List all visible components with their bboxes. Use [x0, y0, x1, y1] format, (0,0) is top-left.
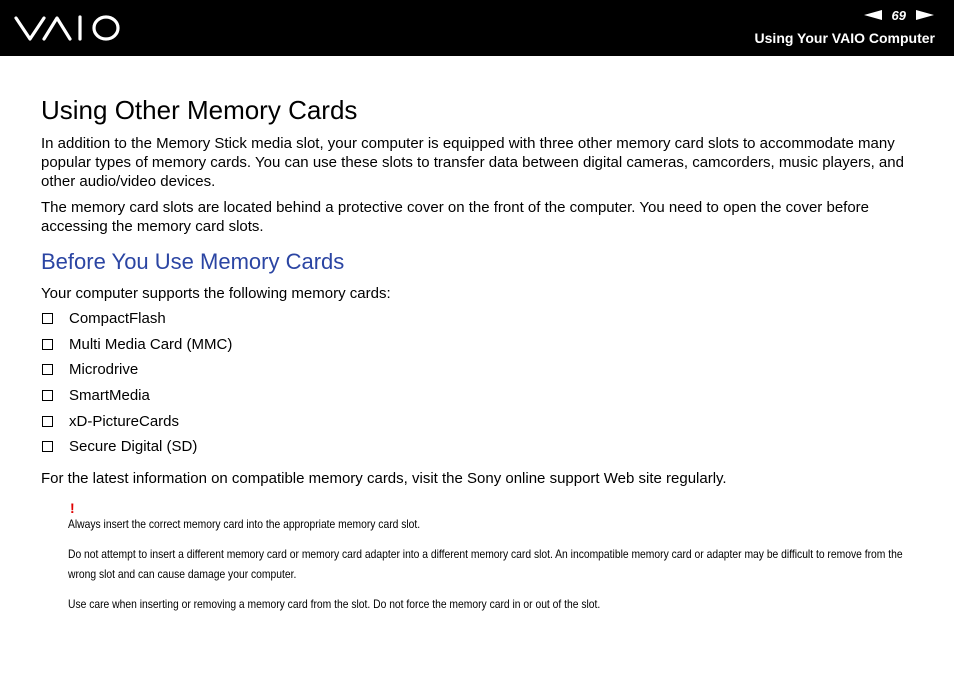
checkbox-bullet-icon [42, 441, 53, 452]
note-line: Always insert the correct memory card into the appropriate memory card slot. [68, 517, 421, 532]
caution-note [68, 502, 913, 614]
vaio-logo [14, 13, 122, 43]
memory-card-list [41, 309, 913, 463]
checkbox-bullet-icon [42, 390, 53, 401]
list-item-label: CompactFlash [69, 310, 166, 327]
page-navigation [862, 6, 936, 24]
list-item-label: Microdrive [69, 361, 139, 379]
page-title: Using Other Memory Cards [41, 95, 358, 125]
next-page-arrow-icon[interactable] [916, 8, 936, 22]
list-item-label: Multi Media Card (MMC) [69, 335, 233, 353]
page-content [41, 94, 913, 624]
list-item-label: SmartMedia [69, 387, 150, 405]
caution-symbol: ! [70, 500, 75, 517]
list-item [41, 412, 913, 438]
note-line: Use care when inserting or removing a memory card from the slot. Do not force the memory card in or out of the slot. [68, 597, 601, 612]
page-number: 69 [891, 7, 906, 23]
list-item [41, 360, 913, 386]
supported-cards-intro: Your computer supports the following memory cards: [41, 285, 391, 302]
checkbox-bullet-icon [42, 313, 53, 324]
paragraph-intro: In addition to the Memory Stick media slot, your computer is equipped with three other memory card slots to accommodate many popular types of memory cards. You can use these slots to transfer data between digital cameras, camcorders, music players, and other audio/video devices. [41, 135, 904, 190]
checkbox-bullet-icon [42, 364, 53, 375]
list-item [41, 309, 913, 335]
section-title: Using Your VAIO Computer [754, 30, 935, 46]
note-line: Do not attempt to insert a different memory card or memory card adapter into a different memory card slot. An incompatible memory card or adapter may be difficult to remove from the wrong slot and can cause damage your computer. [68, 547, 903, 582]
list-item [41, 386, 913, 412]
checkbox-bullet-icon [42, 416, 53, 427]
page-header [0, 0, 954, 56]
list-item [41, 335, 913, 361]
closing-paragraph: For the latest information on compatible memory cards, visit the Sony online support Web site regularly. [41, 470, 727, 488]
list-item-label: Secure Digital (SD) [69, 438, 198, 456]
prev-page-arrow-icon[interactable] [862, 8, 882, 22]
paragraph-location: The memory card slots are located behind a protective cover on the front of the computer. You need to open the cover before accessing the memory card slots. [41, 199, 870, 235]
list-item [41, 437, 913, 463]
section-subtitle: Before You Use Memory Cards [41, 249, 345, 274]
checkbox-bullet-icon [42, 339, 53, 350]
list-item-label: xD-PictureCards [69, 412, 180, 430]
